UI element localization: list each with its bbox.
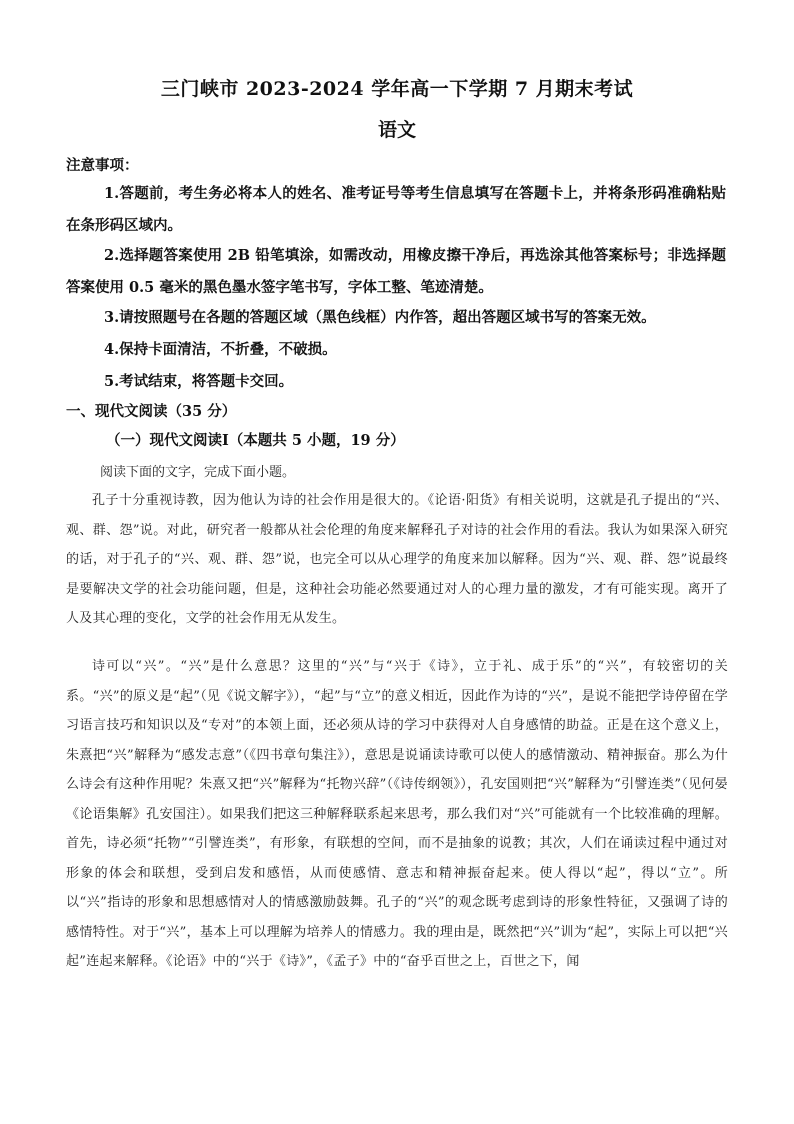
subsection-title: （一）现代文阅读Ⅰ（本题共 5 小题，19 分） xyxy=(106,432,405,449)
note-item-4: 4.保持卡面清洁，不折叠，不破损。 xyxy=(104,341,337,358)
subject-title: 语文 xyxy=(377,119,416,141)
notes-heading: 注意事项： xyxy=(66,157,139,174)
exam-title: 三门峡市 2023-2024 学年高一下学期 7 月期末考试 xyxy=(160,78,634,100)
passage-paragraph-1: 孔子十分重视诗教，因为他认为诗的社会作用是很大的。《论语·阳货》有相关说明，这就是孔子提出的“兴、观、群、怨”说。对此，研究者一般都从社会伦理的角度来解释孔子对诗的社会作用的看法。我认为如果深入研究的话，对于孔子的“兴、观、群、怨”说，也完全可以从心理学的角度来加以解释。因为“兴、观、群、怨”说最终是要解决文学的社会功能问题，但是，这种社会功能必然要通过对人的心理力量的激发，才有可能实现。离开了人及其心理的变化，文学的社会作用无从发生。 xyxy=(66,493,728,626)
note-item-2: 2.选择题答案使用 2B 铅笔填涂，如需改动，用橡皮擦干净后，再选涂其他答案标号；非选择题答案使用 0.5 毫米的黑色墨水签字笔书写，字体工整、笔迹清楚。 xyxy=(66,247,726,296)
note-item-5: 5.考试结束，将答题卡交回。 xyxy=(104,373,294,390)
passage-paragraph-2: 诗可以“兴”。“兴”是什么意思？这里的“兴”与“兴于《诗》，立于礼、成于乐”的“兴”，有较密切的关系。“兴”的原义是“起”（见《说文解字》），“起”与“立”的意义相近，因此作为诗的“兴”，是说不能把学诗停留在学习语言技巧和知识以及“专对”的本领上面，还必须从诗的学习中获得对人自身感情的助益。正是在这个意义上，朱熹把“兴”解释为“感发志意”（《四书章句集注》），意思是说诵读诗歌可以使人的感情激动、精神振奋。那么为什么诗会有这种作用呢？朱熹又把“兴”解释为“托物兴辞”（《诗传纲领》），孔安国则把“兴”解释为“引譬连类”（见何晏《论语集解》孔安国注）。如果我们把这三种解释联系起来思考，那么我们对“兴”可能就有一个比较准确的理解。首先，诗必须“托物”“引譬连类”，有形象，有联想的空间，而不是抽象的说教；其次，人们在诵读过程中通过对形象的体会和联想，受到启发和感悟，从而使感情、意志和精神振奋起来。使人得以“起”，得以“立”。所以“兴”指诗的形象和思想感情对人的情感激励鼓舞。孔子的“兴”的观念既考虑到诗的形象性特征，又强调了诗的感情特性。对于“兴”，基本上可以理解为培养人的情感力。我的理由是，既然把“兴”训为“起”，实际上可以把“兴起”连起来解释。《论语》中的“兴于《诗》”，《孟子》中的“奋乎百世之上，百世之下，闻 xyxy=(66,659,728,969)
note-item-3: 3.请按照题号在各题的答题区域（黑色线框）内作答，超出答题区域书写的答案无效。 xyxy=(104,309,656,326)
reading-instruction: 阅读下面的文字，完成下面小题。 xyxy=(100,465,296,480)
section-title: 一、现代文阅读（35 分） xyxy=(66,403,237,420)
note-item-1: 1.答题前，考生务必将本人的姓名、准考证号等考生信息填写在答题卡上，并将条形码准确粘贴在条形码区域内。 xyxy=(66,185,726,234)
